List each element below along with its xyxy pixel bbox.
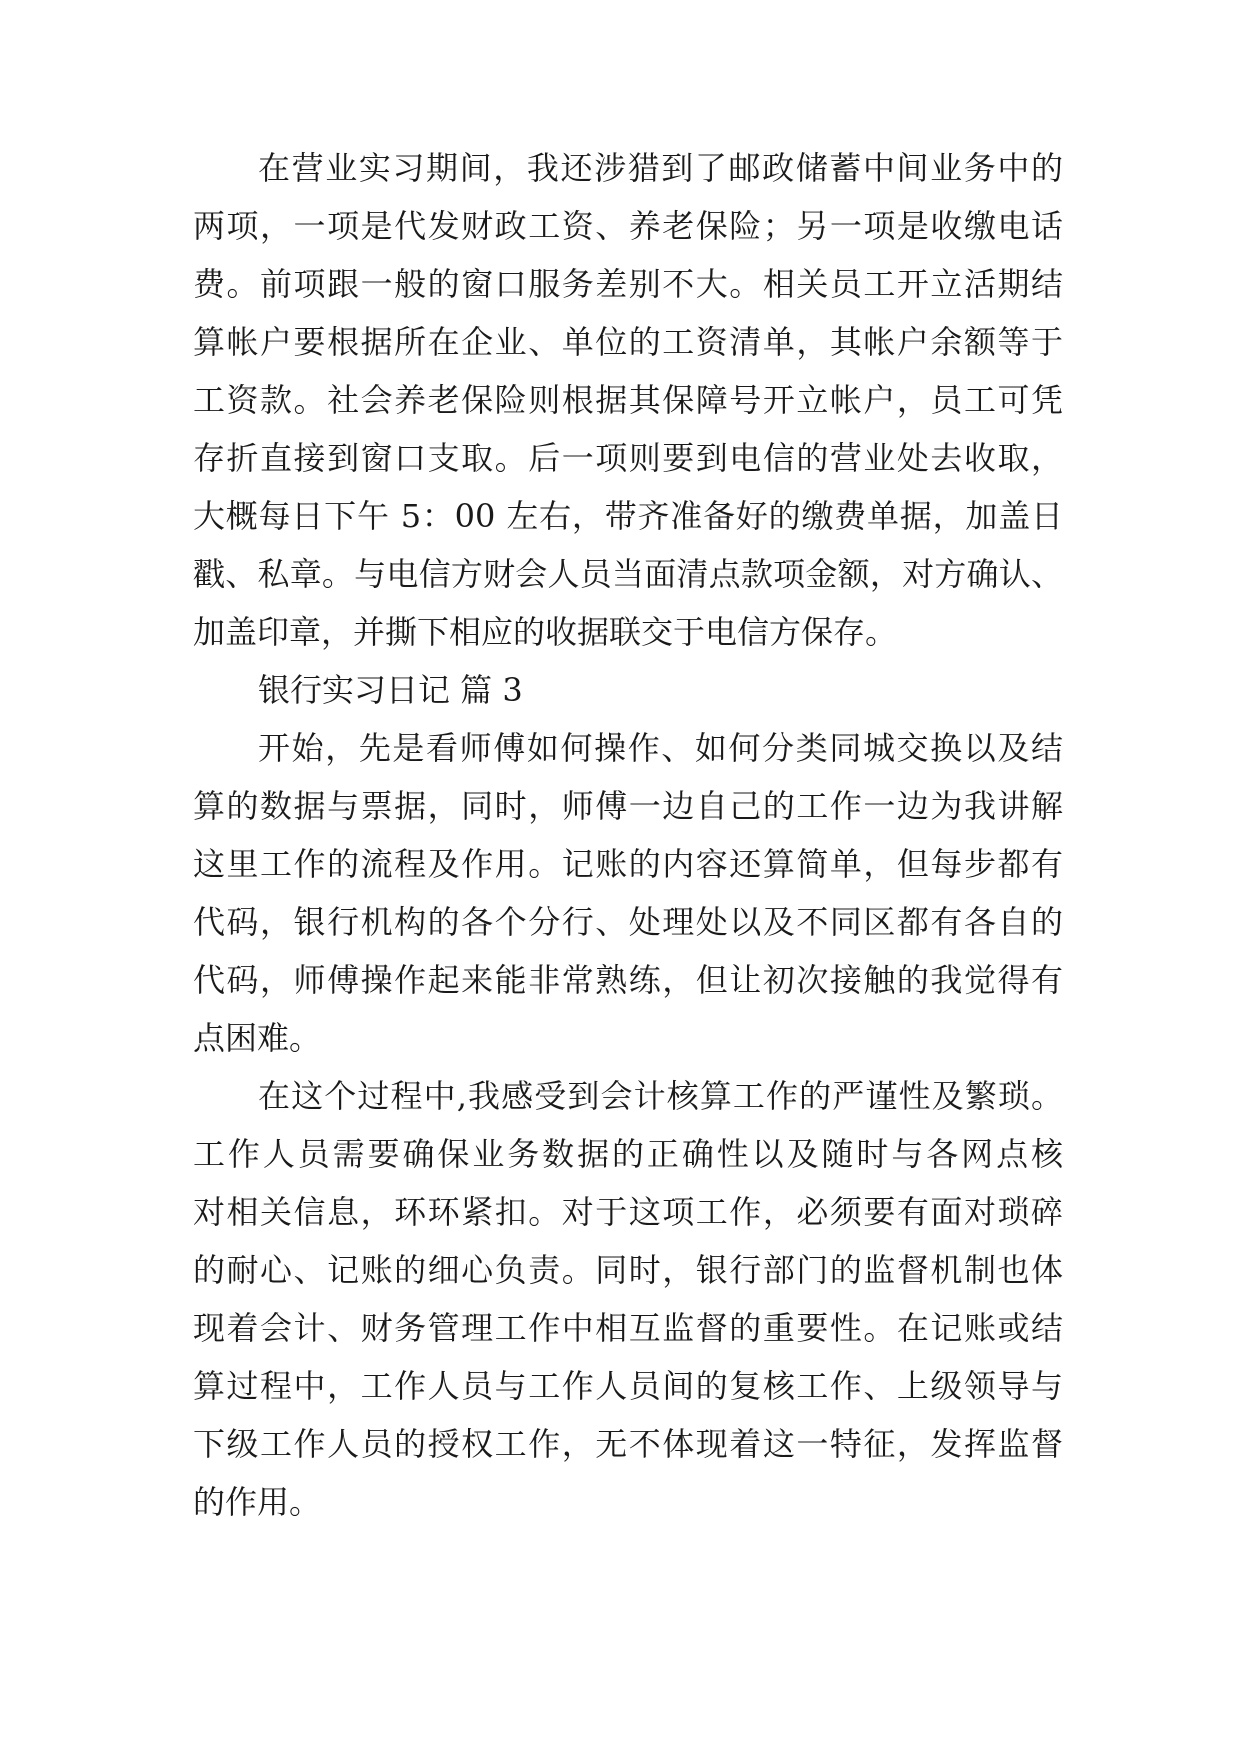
paragraph-1-line-6: 存折直接到窗口支取。后一项则要到电信的营业处去收取，	[193, 439, 1063, 477]
paragraph-1-line-1: 在营业实习期间，我还涉猎到了邮政储蓄中间业务中的	[258, 149, 1063, 187]
paragraph-3-line-1: 在这个过程中,我感受到会计核算工作的严谨性及繁琐。	[258, 1077, 1063, 1115]
paragraph-1-line-2: 两项，一项是代发财政工资、养老保险；另一项是收缴电话	[193, 207, 1063, 245]
paragraph-1-line-4: 算帐户要根据所在企业、单位的工资清单，其帐户余额等于	[193, 323, 1063, 361]
paragraph-3-line-4: 的耐心、记账的细心负责。同时，银行部门的监督机制也体	[193, 1251, 1063, 1289]
paragraph-2-line-6: 点困难。	[193, 1019, 322, 1057]
paragraph-2-line-5: 代码，师傅操作起来能非常熟练，但让初次接触的我觉得有	[193, 961, 1063, 999]
paragraph-1-line-7: 大概每日下午 5：00 左右，带齐准备好的缴费单据，加盖日	[193, 497, 1063, 535]
paragraph-3-line-3: 对相关信息，环环紧扣。对于这项工作，必须要有面对琐碎	[193, 1193, 1063, 1231]
paragraph-2-line-3: 这里工作的流程及作用。记账的内容还算简单，但每步都有	[193, 845, 1063, 883]
paragraph-3-line-5: 现着会计、财务管理工作中相互监督的重要性。在记账或结	[193, 1309, 1063, 1347]
paragraph-2-line-2: 算的数据与票据，同时，师傅一边自己的工作一边为我讲解	[193, 787, 1063, 825]
paragraph-2-line-1: 开始，先是看师傅如何操作、如何分类同城交换以及结	[258, 729, 1063, 767]
paragraph-1-line-9: 加盖印章，并撕下相应的收据联交于电信方保存。	[193, 613, 898, 651]
paragraph-2-line-4: 代码，银行机构的各个分行、处理处以及不同区都有各自的	[193, 903, 1063, 941]
paragraph-3-line-2: 工作人员需要确保业务数据的正确性以及随时与各网点核	[193, 1135, 1063, 1173]
paragraph-3-line-6: 算过程中，工作人员与工作人员间的复核工作、上级领导与	[193, 1367, 1063, 1405]
paragraph-1-line-5: 工资款。社会养老保险则根据其保障号开立帐户，员工可凭	[193, 381, 1063, 419]
section-heading: 银行实习日记 篇 3	[258, 671, 523, 709]
paragraph-1-line-8: 戳、私章。与电信方财会人员当面清点款项金额，对方确认、	[193, 555, 1063, 593]
paragraph-3-line-7: 下级工作人员的授权工作，无不体现着这一特征，发挥监督	[193, 1425, 1063, 1463]
paragraph-1-line-3: 费。前项跟一般的窗口服务差别不大。相关员工开立活期结	[193, 265, 1063, 303]
paragraph-3-line-8: 的作用。	[193, 1483, 322, 1521]
